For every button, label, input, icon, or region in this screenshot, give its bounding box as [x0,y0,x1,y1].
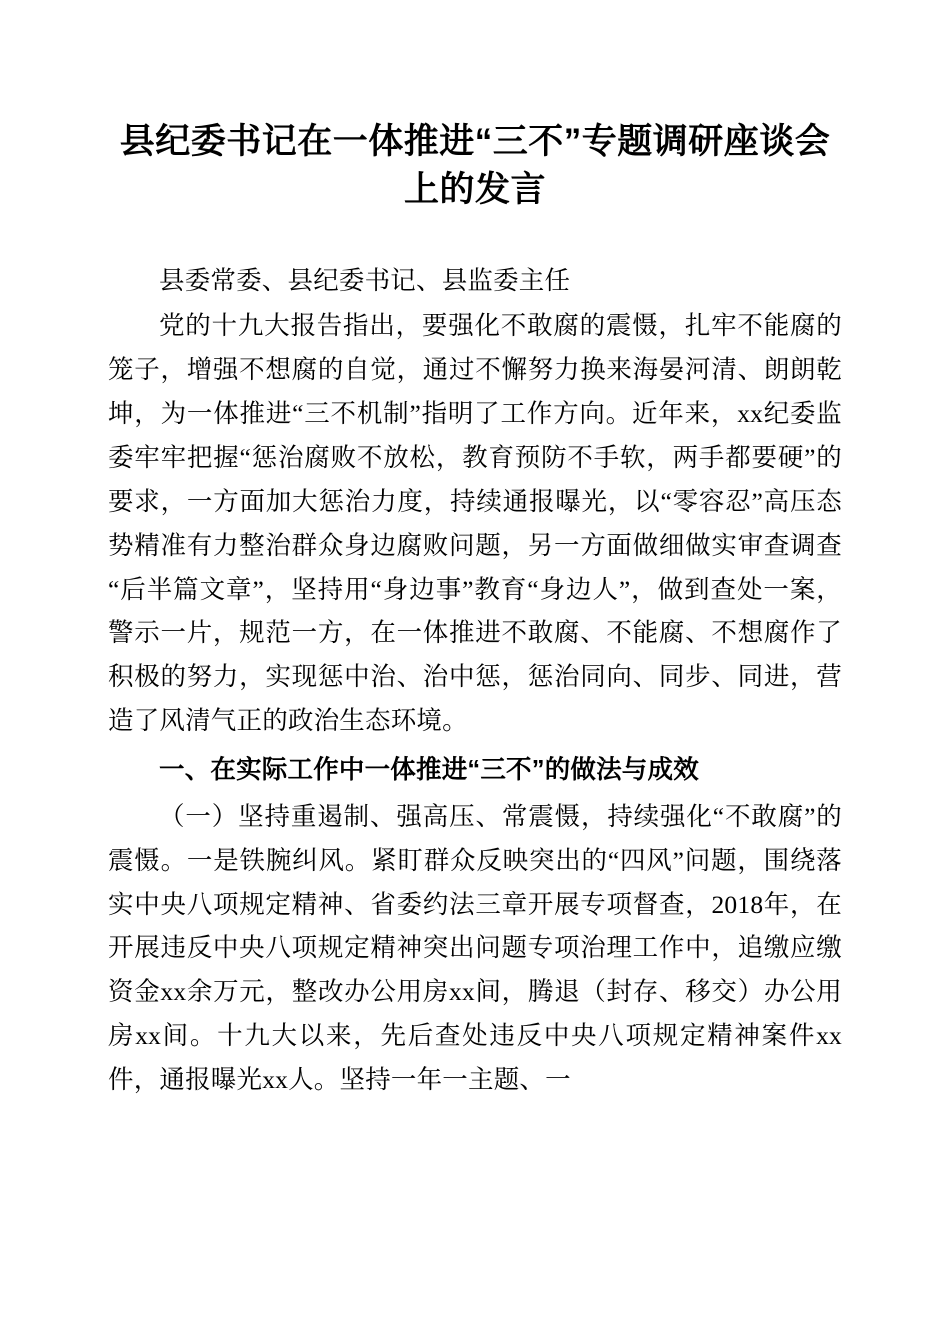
body-paragraph-2: （一）坚持重遏制、强高压、常震慑，持续强化“不敢腐”的震慑。一是铁腕纠风。紧盯群众反映突出的“四风”问题，围绕落实中央八项规定精神、省委约法三章开展专项督查，2018年，在开展违反中央八项规定精神突出问题专项治理工作中，追缴应缴资金xx余万元，整改办公用房xx间，腾退（封存、移交）办公用房xx间。十九大以来，先后查处违反中央八项规定精神案件xx件，通报曝光xx人。坚持一年一主题、一 [108,801,842,1095]
salutation-paragraph: 县委常委、县纪委书记、县监委主任 [159,265,571,295]
page-title: 县纪委书记在一体推进“三不”专题调研座谈会上的发言 [119,122,831,210]
body-paragraph-1: 党的十九大报告指出，要强化不敢腐的震慑，扎牢不能腐的笼子，增强不想腐的自觉，通过不懈努力换来海晏河清、朗朗乾坤，为一体推进“三不机制”指明了工作方向。近年来，xx纪委监委牢牢把握“惩治腐败不放松，教育预防不手软，两手都要硬”的要求，一方面加大惩治力度，持续通报曝光，以“零容忍”高压态势精准有力整治群众身边腐败问题，另一方面做细做实审查调查“后半篇文章”，坚持用“身边事”教育“身边人”，做到查处一案，警示一片，规范一方，在一体推进不敢腐、不能腐、不想腐作了积极的努力，实现惩中治、治中惩，惩治同向、同步、同进，营造了风清气正的政治生态环境。 [108,311,842,736]
section-heading-1: 一、在实际工作中一体推进“三不”的做法与成效 [159,756,699,785]
